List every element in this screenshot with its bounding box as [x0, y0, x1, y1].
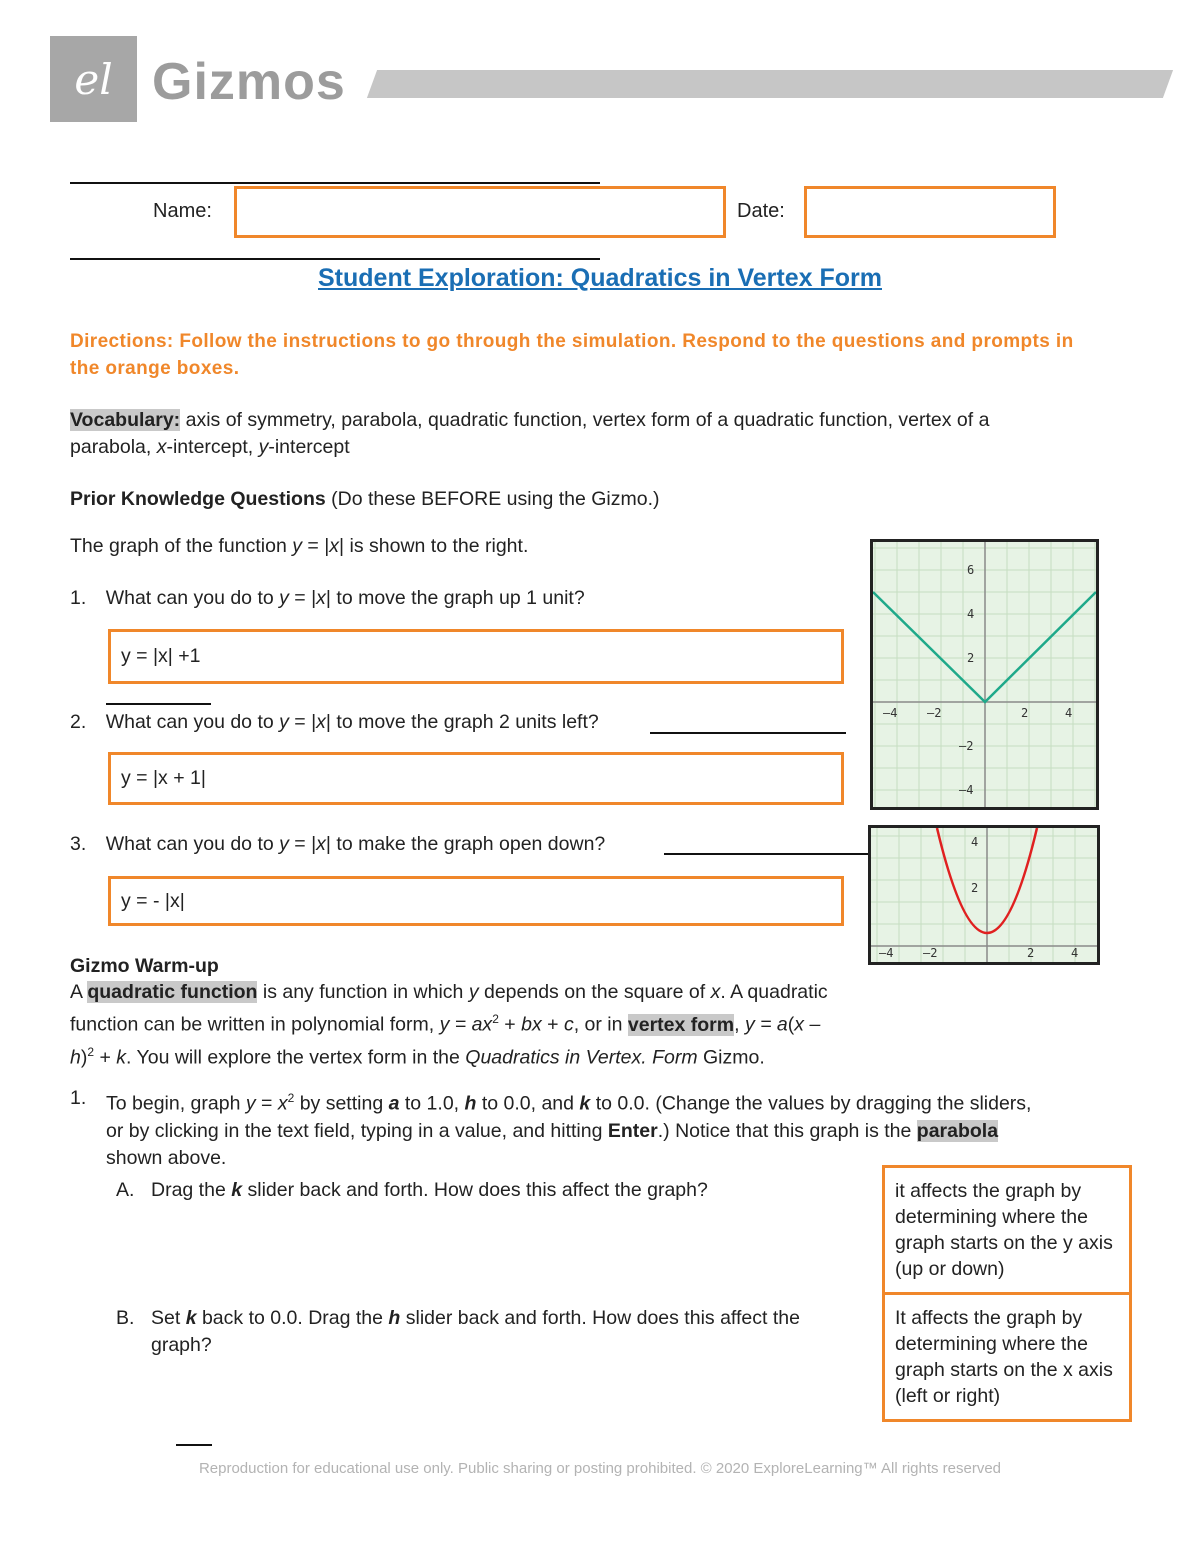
name-field[interactable] — [234, 186, 726, 238]
date-label: Date: — [737, 200, 785, 222]
part-b-letter: B. — [116, 1307, 135, 1329]
warmup-heading: Gizmo Warm-up — [70, 955, 219, 977]
term-quadratic-function: quadratic function — [87, 981, 258, 1003]
date-field[interactable] — [804, 186, 1056, 238]
x-tick-label: 2 — [1021, 706, 1029, 720]
footer-mark — [176, 1444, 212, 1446]
x-tick-label: –2 — [927, 706, 942, 720]
x-tick-label: –2 — [923, 946, 938, 960]
x-tick-label: 2 — [1027, 946, 1035, 960]
footer-copyright: Reproduction for educational use only. Public sharing or posting prohibited. © 2020 ExploreLearning™ All rights reserved — [198, 1460, 1002, 1477]
step-1-number: 1. — [70, 1087, 87, 1109]
x-tick-label: –4 — [879, 946, 894, 960]
prior-intro: The graph of the function y = |x| is shown to the right. — [70, 535, 529, 557]
y-tick-label: 4 — [971, 835, 979, 849]
y-tick-label: 2 — [967, 651, 975, 665]
vocabulary-label: Vocabulary: — [70, 409, 181, 431]
name-label: Name: — [153, 200, 212, 222]
bottom-rule — [70, 258, 600, 260]
answer-line-3 — [664, 853, 872, 855]
question-2: 2. What can you do to y = |x| to move the graph 2 units left? — [70, 711, 599, 733]
answer-box-part-a[interactable]: it affects the graph by determining where the graph starts on the y axis (up or down) — [882, 1165, 1132, 1295]
y-tick-label: 6 — [967, 563, 975, 577]
answer-box-1[interactable]: y = |x| +1 — [108, 629, 844, 684]
question-3: 3. What can you do to y = |x| to make the graph open down? — [70, 833, 606, 855]
term-parabola: parabola — [916, 1119, 999, 1142]
term-vertex-form: vertex form — [627, 1013, 735, 1036]
y-tick-label: –2 — [959, 739, 974, 753]
abs-value-graph-svg — [873, 542, 1096, 807]
part-a-question: Drag the k slider back and forth. How does this affect the graph? — [151, 1179, 708, 1201]
answer-rule-1 — [106, 703, 211, 705]
explorelearning-logo — [50, 36, 137, 122]
part-a-letter: A. — [116, 1179, 135, 1201]
answer-box-3[interactable]: y = - |x| — [108, 876, 844, 926]
warmup-text: A quadratic function is any function in which y depends on the square of x. A quadratic function can be written in polynomial form, $y = ax^2$ + bx + c, or in vertex form, y = a(x – h)$^2$ + k. You will explore the vertex form in the Quadratics in Vertex. Form Gizmo. — [70, 981, 828, 1068]
vocabulary: Vocabulary: axis of symmetry, parabola, quadratic function, vertex form of a quadratic function, vertex of a parabola, x-intercept, y-intercept — [70, 409, 990, 458]
header-banner-bar — [367, 70, 1173, 98]
y-tick-label: 4 — [967, 607, 975, 621]
x-tick-label: 4 — [1071, 946, 1079, 960]
y-tick-label: –4 — [959, 783, 974, 797]
question-1: 1. What can you do to y = |x| to move the graph up 1 unit? — [70, 587, 585, 609]
x-tick-label: –4 — [883, 706, 898, 720]
x-tick-label: 4 — [1065, 706, 1073, 720]
answer-line-2 — [650, 732, 846, 734]
part-b-question: Set k back to 0.0. Drag the h slider back and forth. How does this affect the graph? — [151, 1307, 800, 1356]
brand-name: Gizmos — [152, 53, 346, 111]
page-title: Student Exploration: Quadratics in Vertex Form — [318, 264, 882, 292]
answer-box-part-b[interactable]: It affects the graph by determining where the graph starts on the x axis (left or right) — [882, 1292, 1132, 1422]
step-1-text: To begin, graph $y = x^2$ by setting a to 1.0, h to 0.0, and k to 0.0. (Change the values by dragging the sliders, or by clicking in the text field, typing in a value, and hitting Enter.) Notice that this graph is the parabola shown above. — [106, 1091, 1032, 1169]
abs-value-graph — [870, 539, 1099, 810]
y-tick-label: 2 — [971, 881, 979, 895]
prior-knowledge-heading: Prior Knowledge Questions (Do these BEFORE using the Gizmo.) — [70, 488, 660, 510]
top-rule — [70, 182, 600, 184]
parabola-graph-svg — [871, 828, 1097, 962]
parabola-graph — [868, 825, 1100, 965]
answer-box-2[interactable]: y = |x + 1| — [108, 752, 844, 805]
logo-mark: el — [74, 54, 113, 104]
directions-text: Directions: Follow the instructions to go through the simulation. Respond to the questions and prompts in the orange boxes. — [70, 331, 1074, 379]
